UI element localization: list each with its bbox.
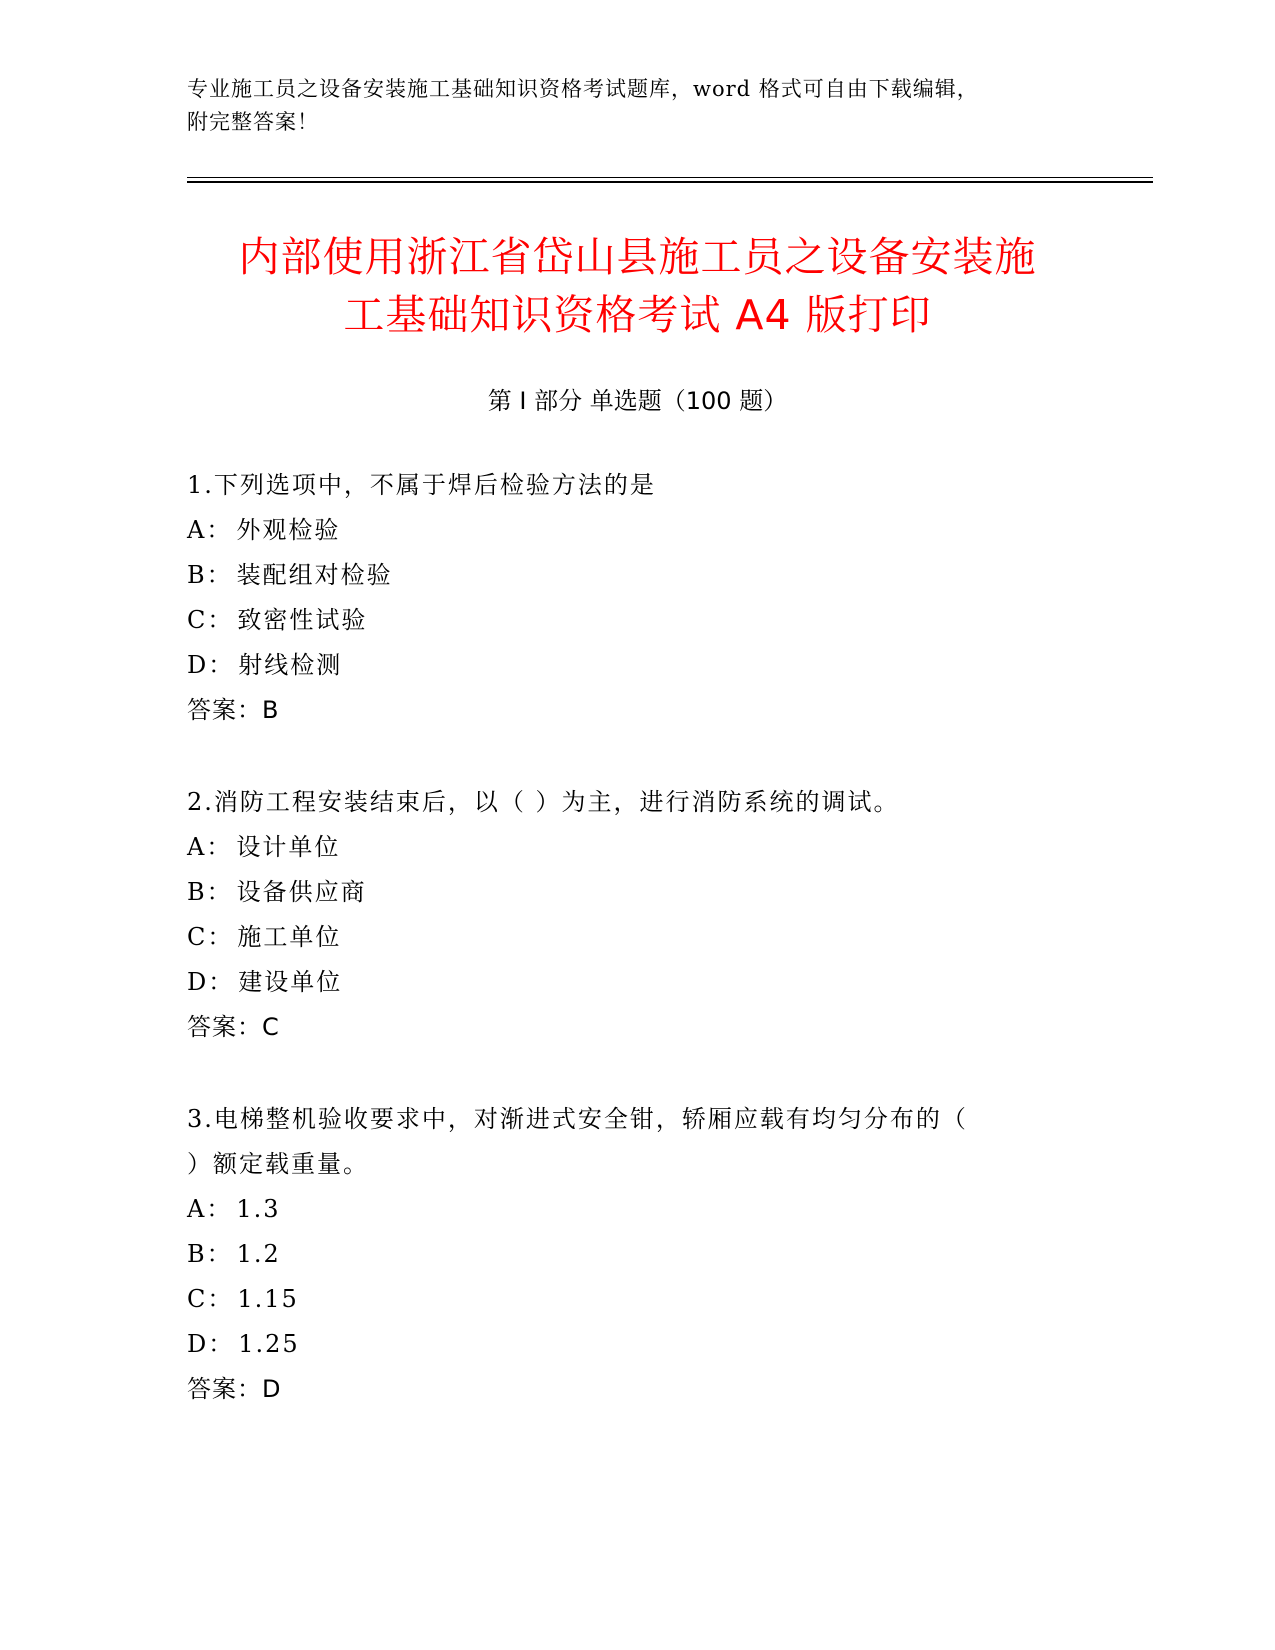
question-stem: 2.消防工程安装结束后，以（ ）为主，进行消防系统的调试。 (187, 788, 900, 816)
option-letter: D： (187, 968, 235, 996)
option-text: 设备供应商 (236, 878, 367, 906)
header-note-line-1: 专业施工员之设备安装施工基础知识资格考试题库，word 格式可自由下载编辑， (187, 77, 979, 101)
option-letter: B： (187, 1240, 233, 1268)
option-letter: D： (187, 651, 235, 679)
section-heading: 第 I 部分 单选题（100 题） (487, 387, 788, 415)
header-note (187, 73, 1087, 139)
option-b (187, 1232, 1087, 1277)
option-text: 1.15 (237, 1285, 299, 1313)
question-3 (187, 1097, 1087, 1412)
option-c (187, 598, 1087, 643)
option-letter: A： (187, 833, 233, 861)
answer-line: 答案：B (187, 696, 280, 724)
option-letter: D： (187, 1330, 235, 1358)
option-text: 外观检验 (236, 516, 341, 544)
option-a (187, 508, 1087, 553)
option-letter: B： (187, 878, 233, 906)
question-1 (187, 463, 1087, 733)
option-letter: C： (187, 923, 234, 951)
answer-line: 答案：C (187, 1013, 280, 1041)
answer-line: 答案：D (187, 1375, 282, 1403)
option-text: 1.25 (238, 1330, 300, 1358)
header-note-line-2: 附完整答案！ (187, 110, 319, 134)
option-text: 1.3 (236, 1195, 281, 1223)
option-d (187, 960, 1087, 1005)
option-letter: C： (187, 606, 234, 634)
option-letter: A： (187, 516, 233, 544)
option-letter: B： (187, 561, 233, 589)
option-text: 施工单位 (237, 923, 342, 951)
option-text: 1.2 (236, 1240, 281, 1268)
question-stem-line-1: 3.电梯整机验收要求中，对渐进式安全钳，轿厢应载有均匀分布的（ (187, 1105, 968, 1133)
option-letter: C： (187, 1285, 234, 1313)
option-text: 建设单位 (238, 968, 343, 996)
question-stem: 1.下列选项中，不属于焊后检验方法的是 (187, 471, 656, 499)
question-2 (187, 780, 1087, 1050)
option-text: 射线检测 (238, 651, 343, 679)
document-title-line-2: 工基础知识资格考试 A4 版打印 (343, 291, 932, 339)
option-text: 装配组对检验 (236, 561, 393, 589)
question-stem-line-2: ）额定载重量。 (187, 1150, 369, 1178)
option-letter: A： (187, 1195, 233, 1223)
option-c (187, 915, 1087, 960)
option-a (187, 825, 1087, 870)
option-d (187, 1322, 1087, 1367)
option-c (187, 1277, 1087, 1322)
document-title (150, 228, 1125, 344)
header-divider-thin (187, 177, 1153, 178)
header-divider-thick (187, 181, 1153, 183)
option-text: 设计单位 (236, 833, 341, 861)
option-a (187, 1187, 1087, 1232)
document-title-line-1: 内部使用浙江省岱山县施工员之设备安装施 (238, 233, 1037, 281)
option-text: 致密性试验 (237, 606, 368, 634)
option-d (187, 643, 1087, 688)
option-b (187, 553, 1087, 598)
option-b (187, 870, 1087, 915)
